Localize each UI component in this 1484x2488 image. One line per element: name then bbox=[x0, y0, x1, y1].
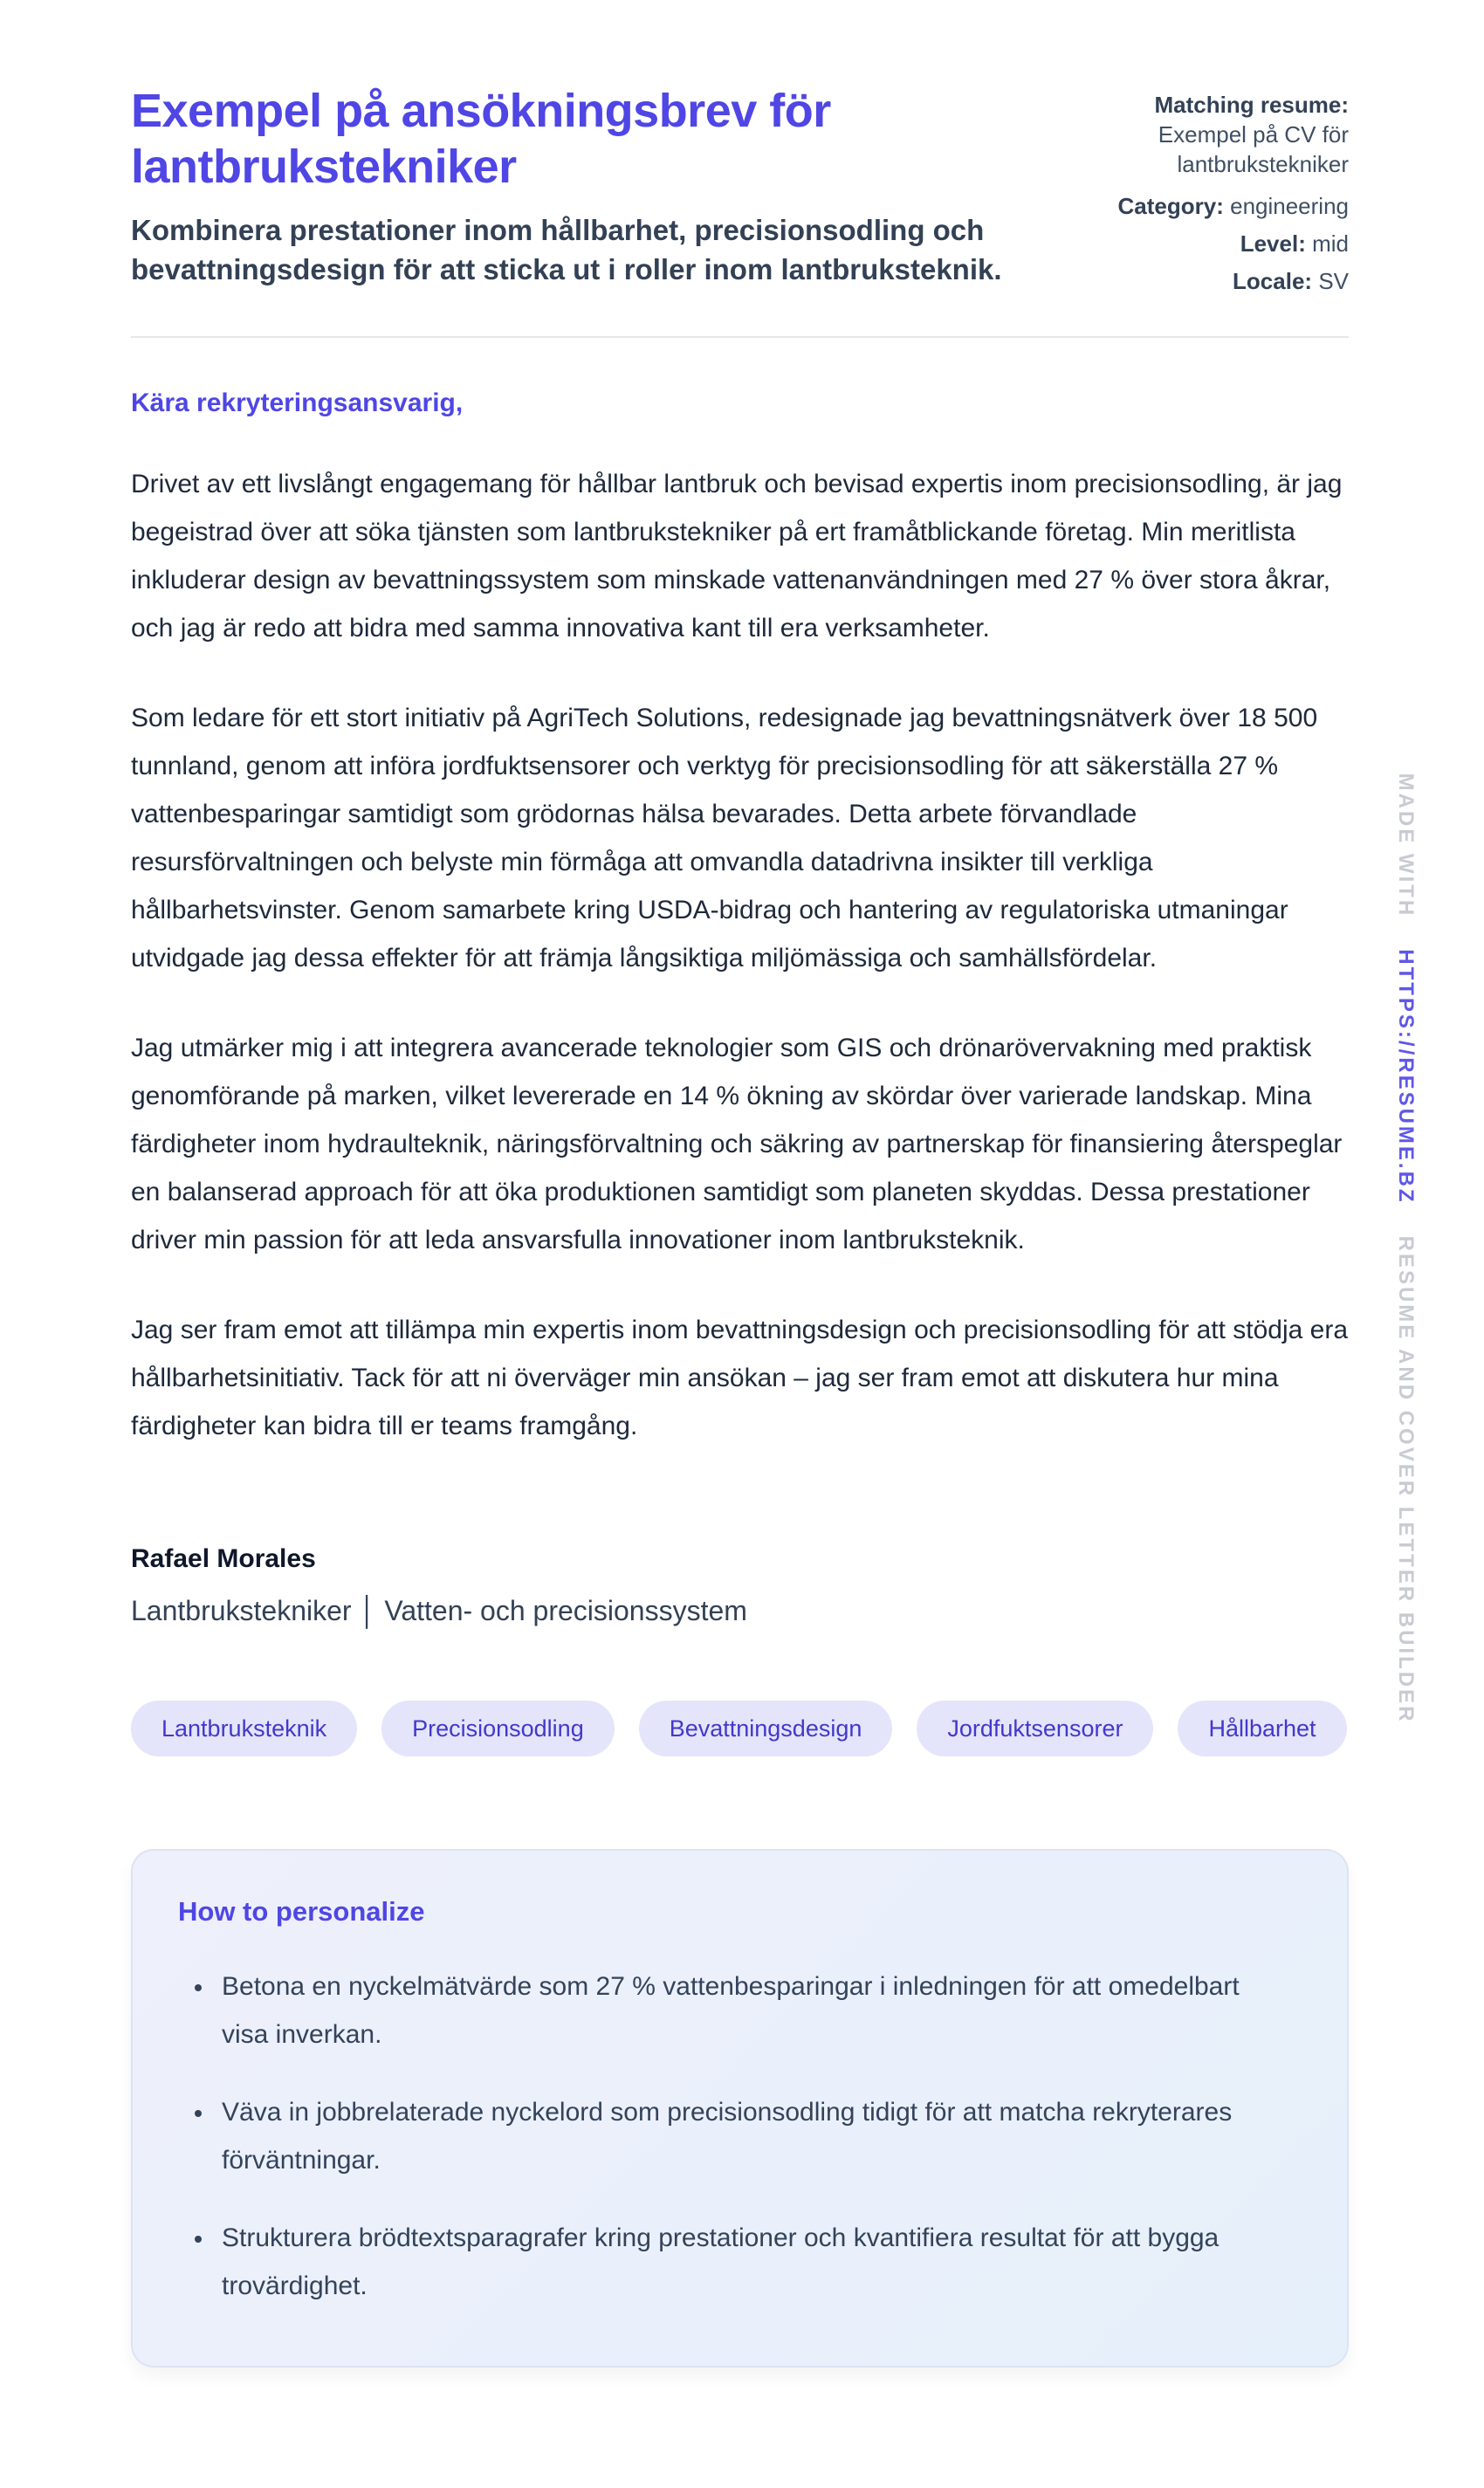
meta-category bbox=[1052, 191, 1349, 221]
letter-greeting: Kära rekryteringsansvarig, bbox=[131, 388, 464, 417]
letter-paragraph: Som ledare för ett stort initiativ på AgriTech Solutions, redesignade jag bevattningsnätverk över 18 500 tunnland, genom att införa jordfuktsensorer och verktyg för precisionsodling för att säkerställa 27 % vattenbesparingar samtidigt som grödornas hälsa bevarades. Detta arbete förvandlade resursförvaltningen och belyste min förmåga att omvandla datadrivna insikter till verkliga hållbarhetsvinster. Genom samarbete kring USDA-bidrag och hantering av regulatoriska utmaningar utvidgade jag dessa effekter för att främja långsiktiga miljömässiga och samhällsfördelar. bbox=[131, 704, 1318, 973]
made-with-watermark bbox=[1393, 773, 1418, 1724]
personalize-bullet: • Strukturera brödtextsparagrafer kring prestationer och kvantifiera resultat för att bygga trovärdighet. bbox=[215, 2214, 1288, 2310]
meta-locale bbox=[1052, 266, 1349, 296]
letter-paragraph: Jag utmärker mig i att integrera avancerade teknologier som GIS och drönarövervakning med praktisk genomförande på marken, vilket levererade en 14 % ökning av skördar över varierade landskap. Mina färdigheter inom hydraulteknik, näringsförvaltning och säkring av partnerskap för finansiering återspeglar en balanserad approach för att öka produktionen samtidigt som planeten skyddas. Dessa prestationer driver min passion för att leda ansvarsfulla innovationer inom lantbruksteknik. bbox=[131, 1034, 1343, 1254]
letter-paragraph: Jag ser fram emot att tillämpa min expertis inom bevattningsdesign och precisionsodling för att stödja era hållbarhetsinitiativ. Tack för att ni överväger min ansökan – jag ser fram emot att diskutera hur mina färdigheter kan bidra till er teams framgång. bbox=[131, 1316, 1349, 1440]
header-title-block bbox=[131, 83, 1030, 289]
tag-chip: Bevattningsdesign bbox=[639, 1701, 893, 1756]
watermark-suffix: RESUME AND COVER LETTER BUILDER bbox=[1394, 1235, 1418, 1724]
meta-matching-resume-value: Exempel på CV för lantbrukstekniker bbox=[1158, 121, 1349, 177]
meta-matching-resume bbox=[1052, 90, 1349, 179]
meta-level bbox=[1052, 229, 1349, 258]
personalize-list bbox=[178, 1962, 1298, 2310]
tag-chip: Jordfuktsensorer bbox=[917, 1701, 1153, 1756]
letter-paragraph: Drivet av ett livslångt engagemang för hållbar lantbruk och bevisad expertis inom precisionsodling, är jag begeistrad över att söka tjänsten som lantbrukstekniker på ert framåtblickande företag. Min meritlista inkluderar design av bevattningssystem som minskade vattenanvändningen med 27 % över stora åkrar, och jag är redo att bidra med samma innovativa kant till era verksamheter. bbox=[131, 470, 1343, 643]
personalize-bullet: • Betona en nyckelmätvärde som 27 % vattenbesparingar i inledningen för att omedelbart visa inverkan. bbox=[215, 1962, 1288, 2058]
meta-category-label: Category: bbox=[1117, 193, 1224, 219]
letter-body bbox=[131, 388, 1349, 2368]
page-header bbox=[131, 83, 1349, 296]
watermark-prefix: MADE WITH bbox=[1394, 773, 1418, 918]
meta-locale-value: SV bbox=[1318, 268, 1349, 294]
meta-level-value: mid bbox=[1312, 230, 1349, 257]
meta-panel bbox=[1052, 90, 1349, 296]
personalize-title: How to personalize bbox=[178, 1896, 425, 1927]
page-title: Exempel på ansökningsbrev för lantbrukstekniker bbox=[131, 85, 831, 193]
header-divider bbox=[131, 336, 1349, 338]
meta-matching-resume-label: Matching resume: bbox=[1154, 92, 1349, 118]
meta-locale-label: Locale: bbox=[1233, 268, 1313, 294]
page-subtitle: Kombinera prestationer inom hållbarhet, precisionsodling och bevattningsdesign för att sticka ut i roller inom lantbruksteknik. bbox=[131, 214, 1002, 285]
signature-name: Rafael Morales bbox=[131, 1544, 316, 1573]
watermark-resume-bz-link[interactable]: HTTPS://RESUME.BZ bbox=[1394, 949, 1418, 1205]
signature-role: Lantbrukstekniker │ Vatten- och precisionssystem bbox=[131, 1595, 747, 1626]
personalize-callout bbox=[131, 1849, 1349, 2368]
keyword-tags bbox=[131, 1701, 1349, 1756]
meta-level-label: Level: bbox=[1240, 230, 1306, 257]
tag-chip: Hållbarhet bbox=[1178, 1701, 1346, 1756]
personalize-bullet: • Väva in jobbrelaterade nyckelord som precisionsodling tidigt för att matcha rekryterares förväntningar. bbox=[215, 2088, 1288, 2184]
meta-category-value: engineering bbox=[1230, 193, 1349, 219]
tag-chip: Precisionsodling bbox=[381, 1701, 615, 1756]
tag-chip: Lantbruksteknik bbox=[131, 1701, 357, 1756]
